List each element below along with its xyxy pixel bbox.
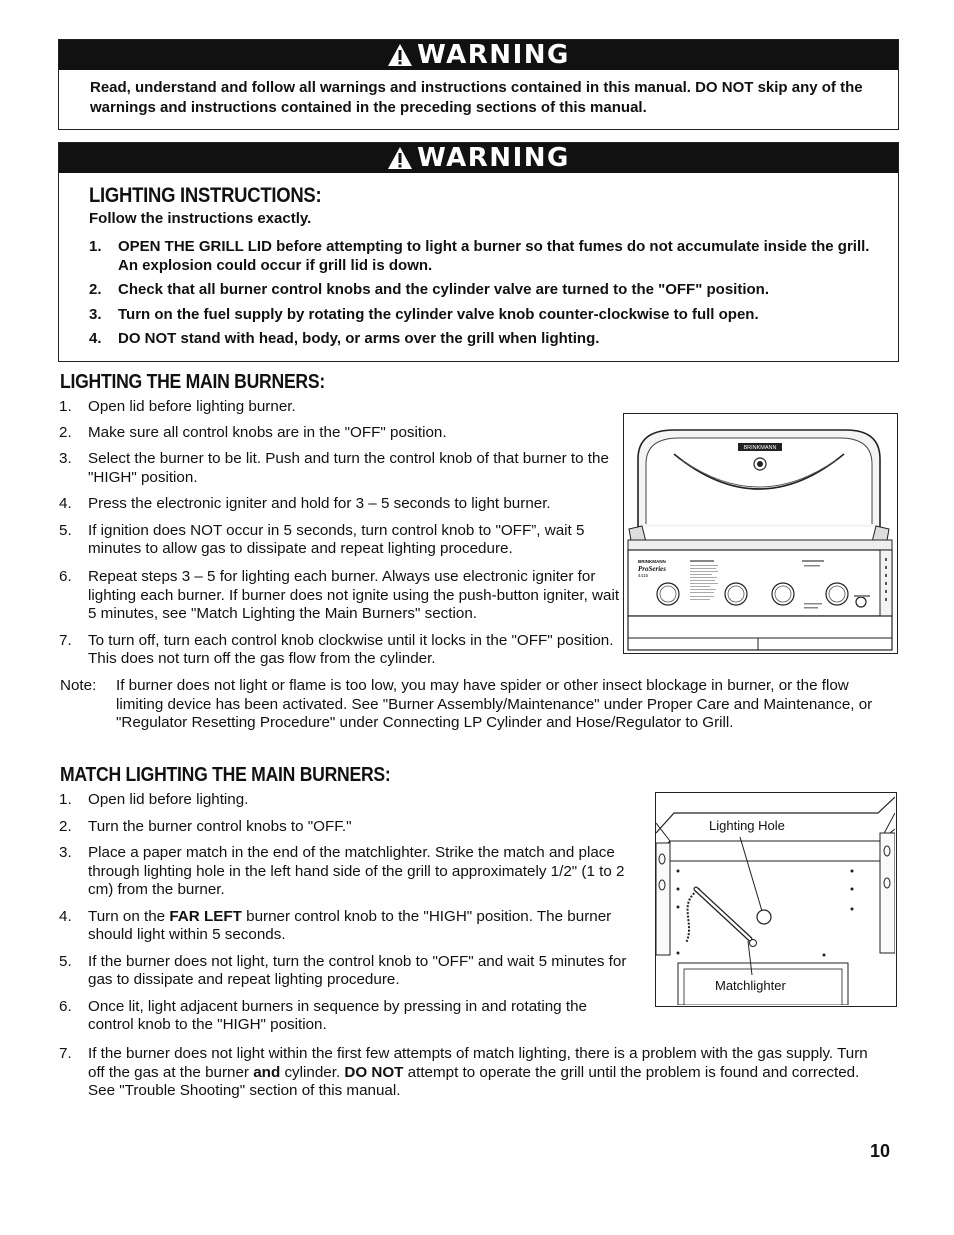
list-item: 4. DO NOT stand with head, body, or arms over the grill when lighting.: [89, 330, 600, 347]
match-lighting-list-b: [59, 1045, 879, 1101]
list-item: 3. Select the burner to be lit. Push and turn the control knob of that burner to the "HIGH" position.: [59, 450, 609, 486]
warning-triangle-icon: [387, 43, 413, 67]
list-item: 4. Turn on the FAR LEFT burner control knob to the "HIGH" position. The burner should light within 5 seconds.: [59, 907, 612, 943]
main-burners-list-a: [59, 398, 624, 567]
lighting-instructions-list: [89, 238, 889, 349]
warning-triangle-icon: [387, 146, 413, 170]
warning-box-general: [58, 39, 899, 130]
list-item: 1. Open lid before lighting burner.: [59, 398, 296, 415]
matchlighter-illustration: [655, 792, 897, 1007]
warning-banner: [59, 40, 898, 70]
warning-banner: [59, 143, 898, 173]
list-item: 7. To turn off, turn each control knob clockwise until it locks in the "OFF" position. This does not turn off the gas flow from the cylinder.: [59, 631, 614, 667]
list-item: 2. Make sure all control knobs are in the "OFF" position.: [59, 423, 447, 441]
list-item: 5. If the burner does not light, turn the control knob to "OFF" and wait 5 minutes for gas to dissipate and repeat lighting procedure.: [59, 952, 627, 988]
list-item: 7. If the burner does not light within the first few attempts of match lighting, there is a problem with the gas supply. Turn off the gas at the burner and cylinder. DO NOT attempt to operate the grill until the problem is found and corrected. See "Trouble Shooting" section of this manual.: [59, 1045, 868, 1099]
list-item: 1. OPEN THE GRILL LID before attempting to light a burner so that fumes do not accumulate inside the grill. An explosion could occur if grill lid is down.: [89, 238, 870, 274]
list-item: 1. Open lid before lighting.: [59, 791, 249, 808]
main-burners-heading: LIGHTING THE MAIN BURNERS:: [60, 371, 325, 393]
matchlighter-label: Matchlighter: [715, 978, 786, 993]
lighting-instructions-heading: LIGHTING INSTRUCTIONS:: [89, 184, 322, 207]
grill-model-label: 4415: [638, 573, 649, 578]
list-item: 2. Turn the burner control knobs to "OFF.": [59, 817, 352, 835]
list-item: 4. Press the electronic igniter and hold for 3 – 5 seconds to light burner.: [59, 495, 551, 512]
grill-brand-panel: BRINKMANN: [638, 559, 666, 564]
list-item: 5. If ignition does NOT occur in 5 seconds, turn control knob to "OFF”, wait 5 minutes to allow gas to dissipate and repeat lighting procedure.: [59, 521, 585, 557]
lighting-instructions-intro: Follow the instructions exactly.: [89, 210, 312, 227]
lighting-hole-label: Lighting Hole: [709, 818, 785, 833]
grill-illustration: [623, 413, 898, 654]
grill-brand-badge: BRINKMANN: [743, 445, 777, 451]
match-lighting-list-a: [59, 791, 627, 1043]
warning-text: Read, understand and follow all warnings and instructions contained in this manual. DO NOT skip any of the warnings and instructions contained in the preceding sections of this manual.: [90, 79, 863, 116]
list-item: 6. Once lit, light adjacent burners in sequence by pressing in and rotating the control knob to the "HIGH" position.: [59, 997, 587, 1033]
grill-series-label: ProSeries: [638, 565, 666, 573]
warning-title: WARNING: [417, 143, 570, 173]
list-item: 2. Check that all burner control knobs and the cylinder valve are turned to the "OFF" position.: [89, 281, 769, 298]
warning-box-lighting: [58, 142, 899, 362]
main-burners-list-b: [59, 568, 624, 669]
match-lighting-heading: MATCH LIGHTING THE MAIN BURNERS:: [60, 764, 391, 786]
warning-title: WARNING: [417, 40, 570, 70]
note-label: Note:: [60, 677, 97, 694]
page-number: 10: [870, 1141, 891, 1161]
list-item: 3. Turn on the fuel supply by rotating the cylinder valve knob counter-clockwise to full open.: [89, 305, 759, 323]
list-item: 6. Repeat steps 3 – 5 for lighting each burner. Always use electronic igniter for lighting each burner. If burner does not ignite using the push-button igniter, wait 5 minutes, see "Match Lighting the Main Burners" section.: [59, 568, 620, 622]
list-item: 3. Place a paper match in the end of the matchlighter. Strike the match and place through lighting hole in the left hand side of the grill to approximately 1/2" (1 to 2 cm) from the burner.: [59, 844, 625, 898]
note-text: If burner does not light or flame is too low, you may have spider or other insect blockage in burner, or the flow limiting device has been activated. See "Burner Assembly/Maintenance" under Proper Care and Maintenance, or "Regulator Resetting Procedure" under Connecting LP Cylinder and Hose/Regulator to Grill.: [116, 677, 873, 731]
